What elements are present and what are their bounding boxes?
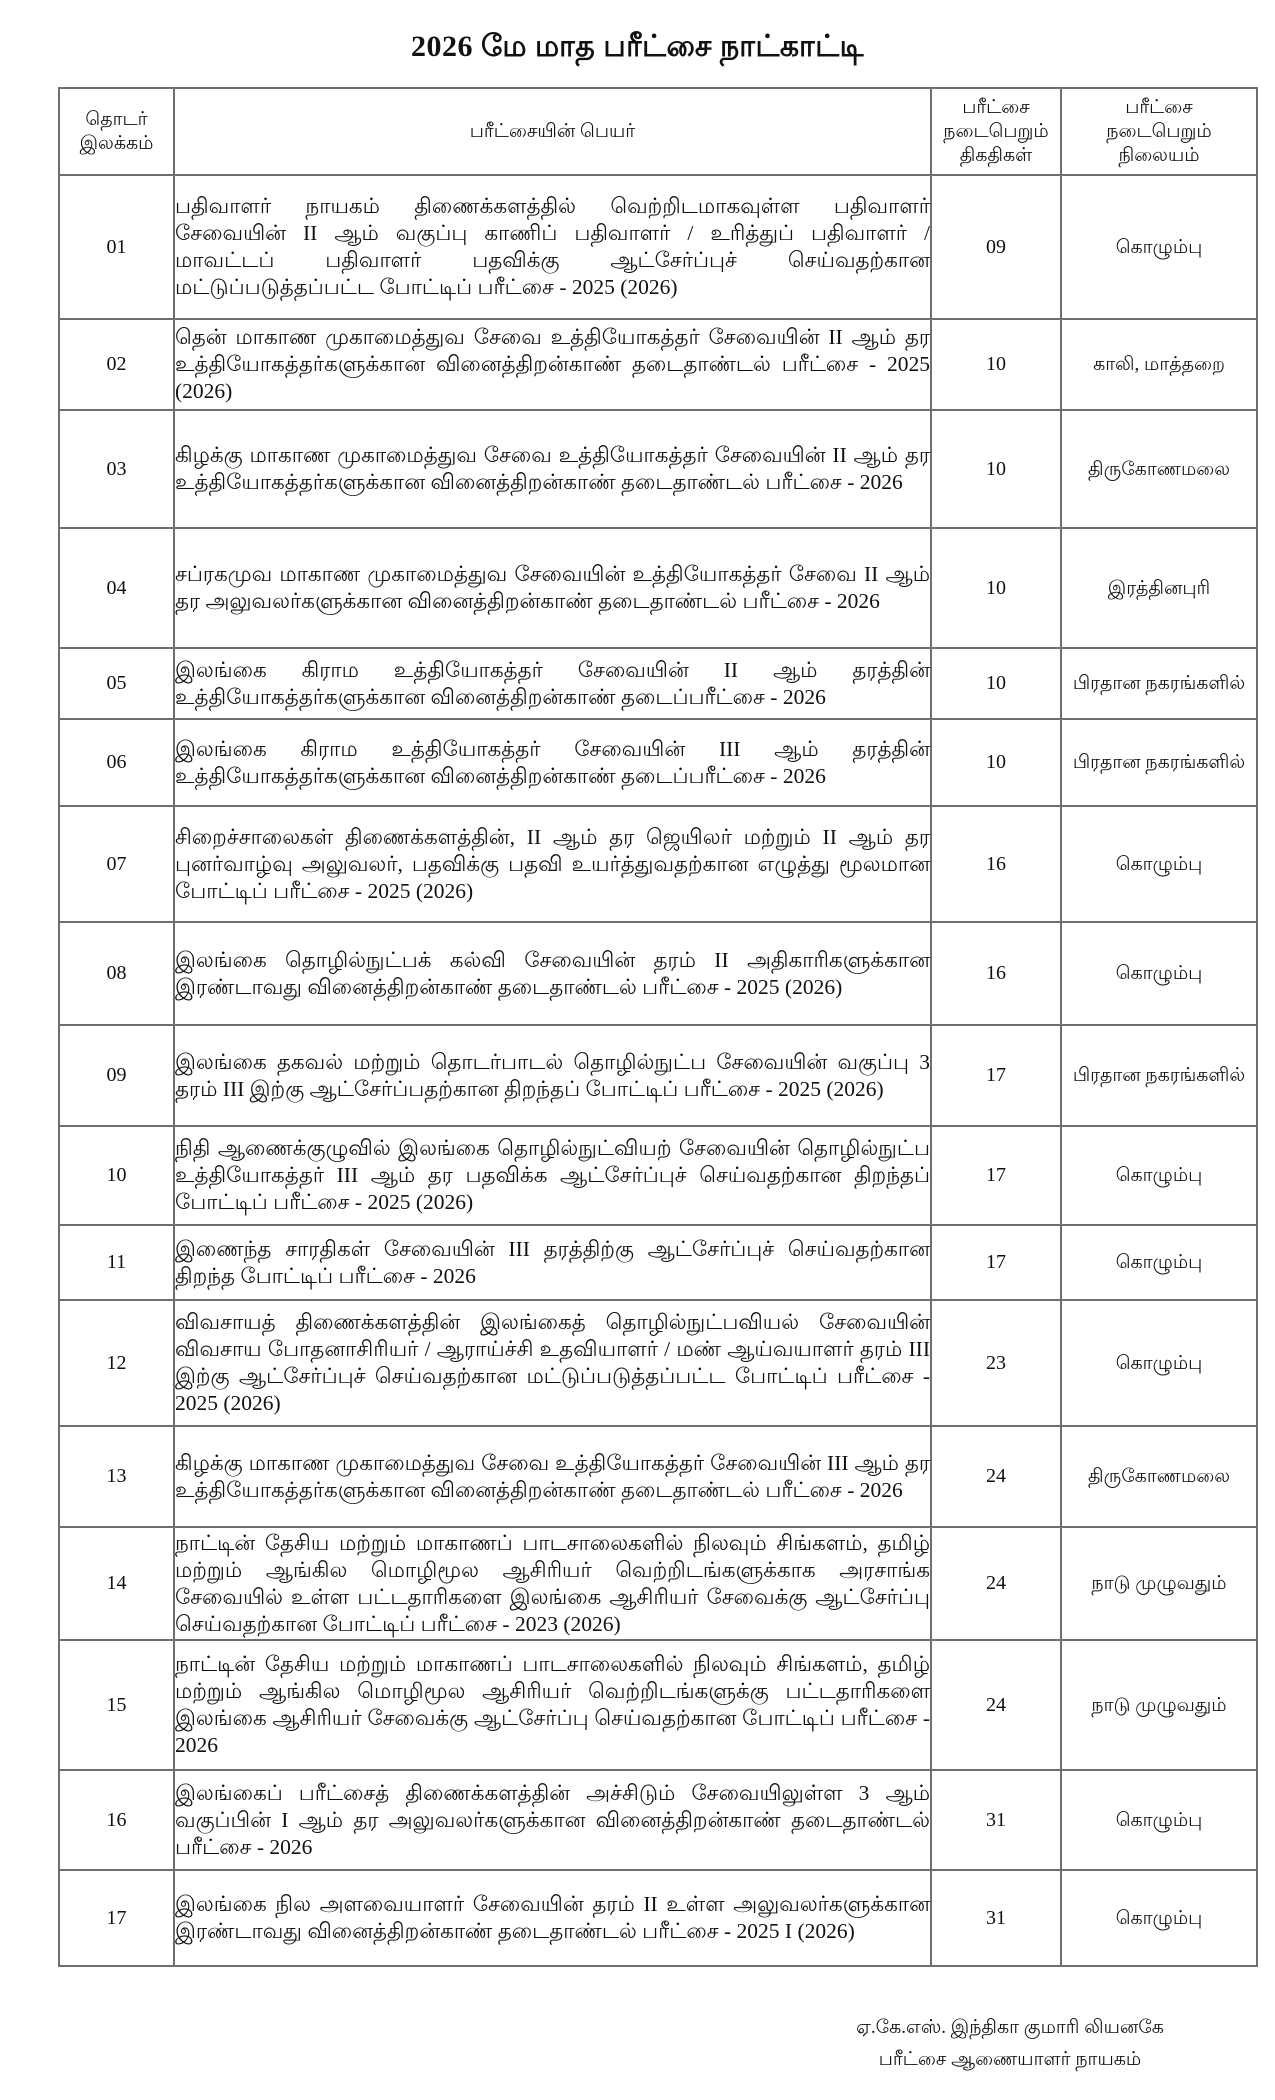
exam-date-cell: 24 (931, 1426, 1061, 1527)
serial-number-cell: 07 (59, 806, 174, 922)
exam-date-cell: 17 (931, 1126, 1061, 1225)
exam-name-cell: இணைந்த சாரதிகள் சேவையின் III தரத்திற்கு ஆட்சேர்ப்புச் செய்வதற்கான திறந்த போட்டிப் பரீட்சை - 2026 (174, 1225, 931, 1300)
exam-center-cell: கொழும்பு (1061, 806, 1257, 922)
table-row (59, 922, 1257, 1025)
exam-date-cell: 23 (931, 1300, 1061, 1426)
exam-name-cell: சிறைச்சாலைகள் திணைக்களத்தின், II ஆம் தர ஜெயிலர் மற்றும் II ஆம் தர புனர்வாழ்வு அலுவலர், பதவிக்கு பதவி உயர்த்துவதற்கான எழுத்து மூலமான போட்டிப் பரீட்சை - 2025 (2026) (174, 806, 931, 922)
serial-number-cell: 08 (59, 922, 174, 1025)
exam-name-cell: இலங்கை தகவல் மற்றும் தொடர்பாடல் தொழில்நுட்ப சேவையின் வகுப்பு 3 தரம் III இற்கு ஆட்சேர்ப்பதற்கான திறந்தப் போட்டிப் பரீட்சை - 2025 (2026) (174, 1025, 931, 1126)
exam-center-cell: கொழும்பு (1061, 922, 1257, 1025)
exam-name-cell: நாட்டின் தேசிய மற்றும் மாகாணப் பாடசாலைகளில் நிலவும் சிங்களம், தமிழ் மற்றும் ஆங்கில மொழிமூல ஆசிரியர் வெற்றிடங்களுக்கு பட்டதாரிகளை இலங்கை ஆசிரியர் சேவைக்கு ஆட்சேர்ப்பு செய்வதற்கான போட்டிப் பரீட்சை - 2026 (174, 1640, 931, 1770)
exam-date-cell: 24 (931, 1527, 1061, 1640)
serial-number-cell: 16 (59, 1770, 174, 1870)
table-row (59, 648, 1257, 719)
exam-center-cell: நாடு முழுவதும் (1061, 1640, 1257, 1770)
header-center-line-3: நிலையம் (1118, 144, 1200, 166)
exam-center-cell: பிரதான நகரங்களில் (1061, 648, 1257, 719)
serial-number-cell: 11 (59, 1225, 174, 1300)
table-row (59, 1225, 1257, 1300)
exam-name-cell: இலங்கைப் பரீட்சைத் திணைக்களத்தின் அச்சிடும் சேவையிலுள்ள 3 ஆம் வகுப்பின் I ஆம் தர அலுவலர்களுக்கான வினைத்திறன்காண் தடைதாண்டல் பரீட்சை - 2026 (174, 1770, 931, 1870)
exam-name-cell: கிழக்கு மாகாண முகாமைத்துவ சேவை உத்தியோகத்தர் சேவையின் II ஆம் தர உத்தியோகத்தர்களுக்கான வினைத்திறன்காண் தடைதாண்டல் பரீட்சை - 2026 (174, 410, 931, 528)
table-row (59, 175, 1257, 319)
header-serial-line-2: இலக்கம் (79, 132, 154, 154)
header-dates-line-1: பரீட்சை (962, 96, 1030, 118)
serial-number-cell: 12 (59, 1300, 174, 1426)
table-row (59, 1640, 1257, 1770)
serial-number-cell: 02 (59, 319, 174, 410)
exam-name-cell: நிதி ஆணைக்குழுவில் இலங்கை தொழில்நுட்வியற் சேவையின் தொழில்நுட்ப உத்தியோகத்தர் III ஆம் தர பதவிக்க ஆட்சேர்ப்புச் செய்வதற்கான திறந்தப் போட்டிப் பரீட்சை - 2025 (2026) (174, 1126, 931, 1225)
table-row (59, 1126, 1257, 1225)
signatory-name: ஏ.கே.எஸ். இந்திகா குமாரி லியனகே (856, 2017, 1164, 2038)
exam-date-cell: 31 (931, 1770, 1061, 1870)
exam-name-cell: பதிவாளர் நாயகம் திணைக்களத்தில் வெற்றிடமாகவுள்ள பதிவாளர் சேவையின் II ஆம் வகுப்பு காணிப் பதிவாளர் / உரித்துப் பதிவாளர் / மாவட்டப் பதிவாளர் பதவிக்கு ஆட்சேர்ப்புச் செய்வதற்கான மட்டுப்படுத்தப்பட்ட போட்டிப் பரீட்சை - 2025 (2026) (174, 175, 931, 319)
serial-number-cell: 14 (59, 1527, 174, 1640)
exam-name-cell: இலங்கை கிராம உத்தியோகத்தர் சேவையின் II ஆம் தரத்தின் உத்தியோகத்தர்களுக்கான வினைத்திறன்காண் தடைப்பரீட்சை - 2026 (174, 648, 931, 719)
exam-date-cell: 17 (931, 1025, 1061, 1126)
header-exam-center (1061, 88, 1257, 175)
exam-center-cell: கொழும்பு (1061, 1225, 1257, 1300)
serial-number-cell: 13 (59, 1426, 174, 1527)
serial-number-cell: 05 (59, 648, 174, 719)
table-row (59, 719, 1257, 806)
exam-center-cell: கொழும்பு (1061, 1126, 1257, 1225)
table-header-row (59, 88, 1257, 175)
exam-date-cell: 16 (931, 922, 1061, 1025)
serial-number-cell: 17 (59, 1870, 174, 1966)
header-exam-name: பரீட்சையின் பெயர் (174, 88, 931, 175)
exam-center-cell: திருகோணமலை (1061, 410, 1257, 528)
table-row (59, 1870, 1257, 1966)
table-row (59, 1426, 1257, 1527)
exam-date-cell: 31 (931, 1870, 1061, 1966)
page-title: 2026 மே மாத பரீட்சை நாட்காட்டி (411, 30, 864, 63)
serial-number-cell: 15 (59, 1640, 174, 1770)
exam-center-cell: கொழும்பு (1061, 1300, 1257, 1426)
table-row (59, 410, 1257, 528)
exam-center-cell: கொழும்பு (1061, 175, 1257, 319)
exam-name-cell: இலங்கை தொழில்நுட்பக் கல்வி சேவையின் தரம் II அதிகாரிகளுக்கான இரண்டாவது வினைத்திறன்காண் தடைதாண்டல் பரீட்சை - 2025 (2026) (174, 922, 931, 1025)
header-dates-line-2: நடைபெறும் (943, 120, 1049, 142)
serial-number-cell: 09 (59, 1025, 174, 1126)
exam-date-cell: 10 (931, 528, 1061, 648)
exam-center-cell: நாடு முழுவதும் (1061, 1527, 1257, 1640)
exam-date-cell: 17 (931, 1225, 1061, 1300)
exam-center-cell: காலி, மாத்தறை (1061, 319, 1257, 410)
header-center-line-1: பரீட்சை (1125, 96, 1193, 118)
exam-name-cell: விவசாயத் திணைக்களத்தின் இலங்கைத் தொழில்நுட்பவியல் சேவையின் விவசாய போதனாசிரியர் / ஆராய்ச்சி உதவியாளர் / மண் ஆய்வயாளர் தரம் III இற்கு ஆட்சேர்ப்புச் செய்வதற்கான மட்டுப்படுத்தப்பட்ட போட்டிப் பரீட்சை - 2025 (2026) (174, 1300, 931, 1426)
exam-date-cell: 09 (931, 175, 1061, 319)
signatory-designation: பரீட்சை ஆணையாளர் நாயகம் (878, 2049, 1142, 2070)
exam-center-cell: திருகோணமலை (1061, 1426, 1257, 1527)
exam-date-cell: 10 (931, 319, 1061, 410)
table-row (59, 1527, 1257, 1640)
exam-name-cell: நாட்டின் தேசிய மற்றும் மாகாணப் பாடசாலைகளில் நிலவும் சிங்களம், தமிழ் மற்றும் ஆங்கில மொழிமூல ஆசிரியர் வெற்றிடங்களுக்காக அரசாங்க சேவையில் உள்ள பட்டதாரிகளை இலங்கை ஆசிரியர் சேவைக்கு ஆட்சேர்ப்பு செய்வதற்கான போட்டிப் பரீட்சை - 2023 (2026) (174, 1527, 931, 1640)
table-row (59, 806, 1257, 922)
exam-schedule-table (58, 87, 1258, 1967)
exam-date-cell: 24 (931, 1640, 1061, 1770)
header-serial-line-1: தொடர் (85, 108, 148, 130)
exam-name-cell: கிழக்கு மாகாண முகாமைத்துவ சேவை உத்தியோகத்தர் சேவையின் III ஆம் தர உத்தியோகத்தர்களுக்கான வினைத்திறன்காண் தடைதாண்டல் பரீட்சை - 2026 (174, 1426, 931, 1527)
serial-number-cell: 06 (59, 719, 174, 806)
serial-number-cell: 04 (59, 528, 174, 648)
exam-name-cell: இலங்கை கிராம உத்தியோகத்தர் சேவையின் III ஆம் தரத்தின் உத்தியோகத்தர்களுக்கான வினைத்திறன்காண் தடைப்பரீட்சை - 2026 (174, 719, 931, 806)
header-serial-number (59, 88, 174, 175)
exam-date-cell: 10 (931, 648, 1061, 719)
header-exam-dates (931, 88, 1061, 175)
exam-name-cell: சப்ரகமுவ மாகாண முகாமைத்துவ சேவையின் உத்தியோகத்தர் சேவை II ஆம் தர அலுவலர்களுக்கான வினைத்திறன்காண் தடைதாண்டல் பரீட்சை - 2026 (174, 528, 931, 648)
serial-number-cell: 03 (59, 410, 174, 528)
header-center-line-2: நடைபெறும் (1106, 120, 1212, 142)
exam-center-cell: பிரதான நகரங்களில் (1061, 1025, 1257, 1126)
header-dates-line-3: திகதிகள் (959, 144, 1033, 166)
exam-date-cell: 10 (931, 719, 1061, 806)
exam-date-cell: 10 (931, 410, 1061, 528)
exam-date-cell: 16 (931, 806, 1061, 922)
exam-name-cell: தென் மாகாண முகாமைத்துவ சேவை உத்தியோகத்தர் சேவையின் II ஆம் தர உத்தியோகத்தர்களுக்கான வினைத்திறன்காண் தடைதாண்டல் பரீட்சை - 2025 (2026) (174, 319, 931, 410)
table-row (59, 1770, 1257, 1870)
table-row (59, 319, 1257, 410)
exam-center-cell: இரத்தினபுரி (1061, 528, 1257, 648)
table-row (59, 1025, 1257, 1126)
table-row (59, 1300, 1257, 1426)
exam-name-cell: இலங்கை நில அளவையாளர் சேவையின் தரம் II உள்ள அலுவலர்களுக்கான இரண்டாவது வினைத்திறன்காண் தடைதாண்டல் பரீட்சை - 2025 I (2026) (174, 1870, 931, 1966)
exam-center-cell: பிரதான நகரங்களில் (1061, 719, 1257, 806)
table-row (59, 528, 1257, 648)
serial-number-cell: 01 (59, 175, 174, 319)
exam-center-cell: கொழும்பு (1061, 1870, 1257, 1966)
serial-number-cell: 10 (59, 1126, 174, 1225)
exam-center-cell: கொழும்பு (1061, 1770, 1257, 1870)
